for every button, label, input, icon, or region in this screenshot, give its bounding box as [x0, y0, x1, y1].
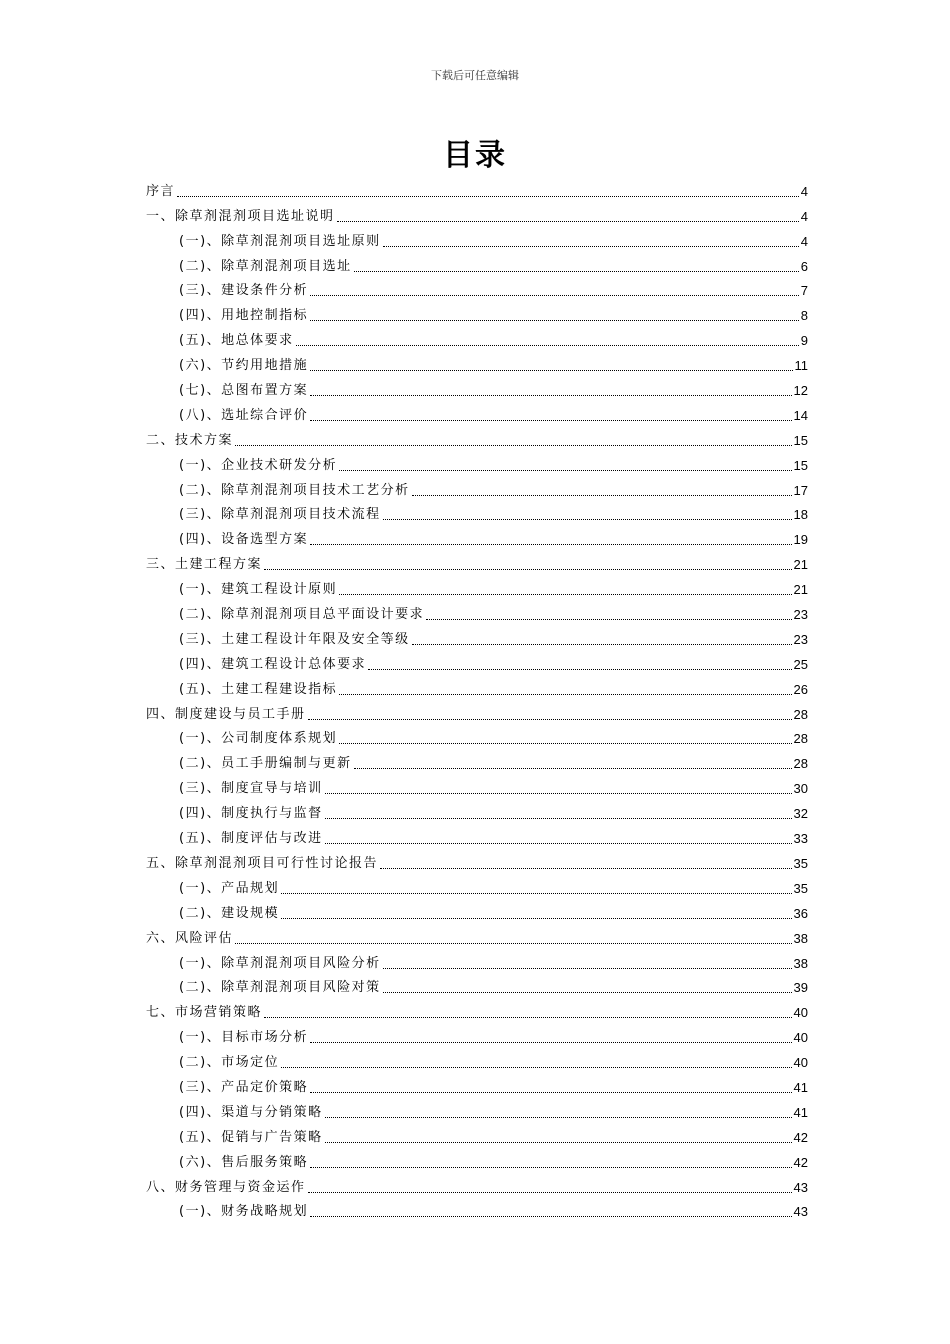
- toc-entry[interactable]: [146, 1047, 808, 1072]
- toc-entry-title: (四)、制度执行与监督: [179, 806, 323, 822]
- toc-entry-page: 4: [800, 183, 808, 199]
- toc-entry[interactable]: [146, 948, 808, 973]
- toc-entry-title: 三、土建工程方案: [146, 557, 263, 573]
- toc-entry[interactable]: [146, 848, 808, 873]
- toc-entry-page: 7: [800, 283, 808, 299]
- toc-dot-leader: [325, 793, 792, 794]
- toc-entry-title: 二、技术方案: [146, 432, 234, 448]
- toc-entry-page: 19: [793, 532, 808, 548]
- header-note: 下载后可任意编辑: [431, 69, 519, 82]
- toc-dot-leader: [412, 644, 792, 645]
- toc-dot-leader: [339, 743, 791, 744]
- toc-entry[interactable]: [146, 1022, 808, 1047]
- toc-entry-page: 42: [793, 1129, 808, 1145]
- toc-entry[interactable]: [146, 748, 808, 773]
- toc-entry-page: 23: [793, 607, 808, 623]
- toc-entry-page: 41: [793, 1104, 808, 1120]
- toc-entry-page: 43: [793, 1204, 808, 1220]
- toc-dot-leader: [368, 669, 791, 670]
- toc-entry[interactable]: [146, 549, 808, 574]
- toc-entry-page: 8: [800, 308, 808, 324]
- toc-entry[interactable]: [146, 1147, 808, 1172]
- toc-entry-title: (三)、产品定价策略: [179, 1079, 309, 1095]
- toc-dot-leader: [383, 968, 792, 969]
- toc-entry[interactable]: [146, 1197, 808, 1222]
- toc-entry-title: (二)、除草剂混剂项目总平面设计要求: [179, 607, 425, 623]
- toc-entry-page: 21: [793, 582, 808, 598]
- toc-entry-page: 4: [800, 208, 808, 224]
- toc-dot-leader: [308, 719, 792, 720]
- toc-entry-page: 17: [793, 482, 808, 498]
- toc-entry[interactable]: [146, 251, 808, 276]
- toc-entry[interactable]: [146, 1097, 808, 1122]
- toc-entry[interactable]: [146, 201, 808, 226]
- toc-dot-leader: [339, 470, 791, 471]
- toc-entry[interactable]: [146, 524, 808, 549]
- toc-entry-title: (二)、员工手册编制与更新: [179, 756, 352, 772]
- toc-entry[interactable]: [146, 873, 808, 898]
- toc-dot-leader: [354, 768, 792, 769]
- toc-entry-title: (二)、除草剂混剂项目选址: [179, 258, 352, 274]
- toc-entry-page: 6: [800, 258, 808, 274]
- toc-entry[interactable]: [146, 798, 808, 823]
- toc-entry[interactable]: [146, 1072, 808, 1097]
- toc-entry[interactable]: [146, 226, 808, 251]
- toc-entry-page: 30: [793, 781, 808, 797]
- toc-dot-leader: [426, 619, 791, 620]
- toc-entry-title: (四)、设备选型方案: [179, 532, 309, 548]
- toc-dot-leader: [177, 196, 799, 197]
- toc-entry[interactable]: [146, 276, 808, 301]
- toc-dot-leader: [383, 519, 792, 520]
- toc-dot-leader: [383, 246, 799, 247]
- toc-entry-page: 25: [793, 656, 808, 672]
- toc-dot-leader: [281, 893, 791, 894]
- toc-entry-title: (二)、市场定位: [179, 1055, 280, 1071]
- toc-entry-title: (一)、除草剂混剂项目选址原则: [179, 233, 381, 249]
- toc-dot-leader: [281, 1067, 791, 1068]
- toc-entry-title: (一)、建筑工程设计原则: [179, 582, 338, 598]
- toc-dot-leader: [339, 694, 791, 695]
- toc-entry-title: (八)、选址综合评价: [179, 407, 309, 423]
- toc-entry-page: 11: [794, 358, 808, 374]
- toc-entry-title: (二)、建设规模: [179, 905, 280, 921]
- toc-entry-title: (六)、节约用地措施: [179, 358, 309, 374]
- toc-entry[interactable]: [146, 724, 808, 749]
- toc-entry-title: 七、市场营销策略: [146, 1005, 263, 1021]
- toc-entry-page: 35: [793, 880, 808, 896]
- toc-entry-title: 四、制度建设与员工手册: [146, 706, 306, 722]
- toc-entry-title: (一)、目标市场分析: [179, 1030, 309, 1046]
- toc-dot-leader: [310, 295, 799, 296]
- toc-dot-leader: [383, 992, 792, 993]
- toc-entry-title: 八、财务管理与资金运作: [146, 1179, 306, 1195]
- toc-entry-page: 40: [793, 1005, 808, 1021]
- toc-entry-title: (一)、公司制度体系规划: [179, 731, 338, 747]
- toc-entry-title: (六)、售后服务策略: [179, 1154, 309, 1170]
- toc-entry-title: (四)、渠道与分销策略: [179, 1104, 323, 1120]
- toc-dot-leader: [310, 420, 791, 421]
- toc-dot-leader: [310, 1167, 791, 1168]
- toc-entry-title: (五)、促销与广告策略: [179, 1129, 323, 1145]
- toc-dot-leader: [281, 918, 791, 919]
- toc-entry[interactable]: [146, 997, 808, 1022]
- toc-dot-leader: [325, 1117, 792, 1118]
- toc-dot-leader: [337, 221, 799, 222]
- toc-dot-leader: [310, 544, 791, 545]
- toc-entry[interactable]: [146, 400, 808, 425]
- toc-dot-leader: [235, 943, 792, 944]
- toc-dot-leader: [310, 1042, 791, 1043]
- toc-entry[interactable]: [146, 674, 808, 699]
- toc-entry[interactable]: [146, 1122, 808, 1147]
- toc-entry-page: 36: [793, 905, 808, 921]
- toc-entry-page: 21: [793, 557, 808, 573]
- toc-entry-page: 40: [793, 1030, 808, 1046]
- toc-entry-title: (五)、制度评估与改进: [179, 831, 323, 847]
- toc-entry-page: 32: [793, 806, 808, 822]
- toc-entry-page: 28: [793, 706, 808, 722]
- toc-entry-title: (一)、企业技术研发分析: [179, 457, 338, 473]
- toc-entry-page: 33: [793, 831, 808, 847]
- toc-dot-leader: [296, 345, 799, 346]
- toc-entry-title: (二)、除草剂混剂项目技术工艺分析: [179, 482, 410, 498]
- toc-entry-title: (一)、财务战略规划: [179, 1204, 309, 1220]
- toc-entry-page: 40: [793, 1055, 808, 1071]
- toc-entry[interactable]: [146, 1172, 808, 1197]
- toc-entry[interactable]: [146, 823, 808, 848]
- toc-entry-title: 一、除草剂混剂项目选址说明: [146, 208, 335, 224]
- toc-dot-leader: [235, 445, 792, 446]
- toc-dot-leader: [380, 868, 792, 869]
- toc-entry-page: 14: [793, 407, 808, 423]
- toc-entry-title: 序言: [146, 183, 176, 199]
- toc-entry-title: (三)、除草剂混剂项目技术流程: [179, 507, 381, 523]
- toc-entry[interactable]: [146, 475, 808, 500]
- toc-entry-title: (一)、产品规划: [179, 880, 280, 896]
- toc-entry-page: 15: [793, 457, 808, 473]
- toc-dot-leader: [310, 1092, 791, 1093]
- toc-entry-title: (七)、总图布置方案: [179, 383, 309, 399]
- toc-entry-page: 26: [793, 681, 808, 697]
- toc-entry[interactable]: [146, 973, 808, 998]
- toc-dot-leader: [310, 320, 799, 321]
- toc-entry[interactable]: [146, 898, 808, 923]
- toc-entry-title: (五)、土建工程建设指标: [179, 681, 338, 697]
- toc-entry-title: (一)、除草剂混剂项目风险分析: [179, 955, 381, 971]
- toc-entry-page: 38: [793, 930, 808, 946]
- toc-entry-title: (四)、建筑工程设计总体要求: [179, 656, 367, 672]
- toc-entry[interactable]: [146, 699, 808, 724]
- toc-entry[interactable]: [146, 350, 808, 375]
- toc-entry-page: 28: [793, 756, 808, 772]
- toc-entry-title: (三)、建设条件分析: [179, 283, 309, 299]
- toc-entry-title: (四)、用地控制指标: [179, 308, 309, 324]
- toc-entry-page: 23: [793, 631, 808, 647]
- toc-entry-title: (二)、除草剂混剂项目风险对策: [179, 980, 381, 996]
- toc-entry-page: 39: [793, 980, 808, 996]
- toc-entry-page: 35: [793, 855, 808, 871]
- toc-entry-title: (五)、地总体要求: [179, 333, 294, 349]
- toc-entry-title: (三)、土建工程设计年限及安全等级: [179, 631, 410, 647]
- toc-entry[interactable]: [146, 773, 808, 798]
- toc-entry[interactable]: [146, 624, 808, 649]
- toc-entry[interactable]: [146, 325, 808, 350]
- toc-entry-page: 38: [793, 955, 808, 971]
- toc-entry[interactable]: [146, 375, 808, 400]
- toc-dot-leader: [339, 594, 791, 595]
- toc-entry-title: (三)、制度宣导与培训: [179, 781, 323, 797]
- toc-entry-page: 42: [793, 1154, 808, 1170]
- toc-entry-page: 41: [793, 1079, 808, 1095]
- toc-entry-page: 28: [793, 731, 808, 747]
- toc-dot-leader: [264, 569, 792, 570]
- toc-entry-page: 43: [793, 1179, 808, 1195]
- toc-entry[interactable]: [146, 300, 808, 325]
- toc-dot-leader: [310, 1216, 791, 1217]
- toc-entry[interactable]: [146, 923, 808, 948]
- toc-entry[interactable]: [146, 425, 808, 450]
- toc-dot-leader: [412, 495, 792, 496]
- toc-entry-page: 15: [793, 432, 808, 448]
- toc-dot-leader: [325, 818, 792, 819]
- toc-dot-leader: [308, 1192, 792, 1193]
- toc-entry[interactable]: [146, 450, 808, 475]
- toc-dot-leader: [310, 395, 791, 396]
- toc-entry[interactable]: [146, 599, 808, 624]
- toc-entry[interactable]: [146, 649, 808, 674]
- toc-entry-title: 五、除草剂混剂项目可行性讨论报告: [146, 855, 379, 871]
- toc-dot-leader: [310, 370, 792, 371]
- toc-dot-leader: [325, 843, 792, 844]
- toc-list: [146, 176, 808, 1221]
- toc-entry[interactable]: [146, 574, 808, 599]
- toc-entry[interactable]: [146, 500, 808, 525]
- page-title: 目录: [443, 138, 507, 173]
- toc-dot-leader: [264, 1017, 792, 1018]
- toc-entry-page: 12: [793, 383, 808, 399]
- toc-entry-page: 4: [800, 233, 808, 249]
- toc-entry-page: 9: [800, 333, 808, 349]
- toc-entry-page: 18: [793, 507, 808, 523]
- toc-entry[interactable]: [146, 176, 808, 201]
- toc-dot-leader: [325, 1142, 792, 1143]
- toc-entry-title: 六、风险评估: [146, 930, 234, 946]
- toc-dot-leader: [354, 271, 799, 272]
